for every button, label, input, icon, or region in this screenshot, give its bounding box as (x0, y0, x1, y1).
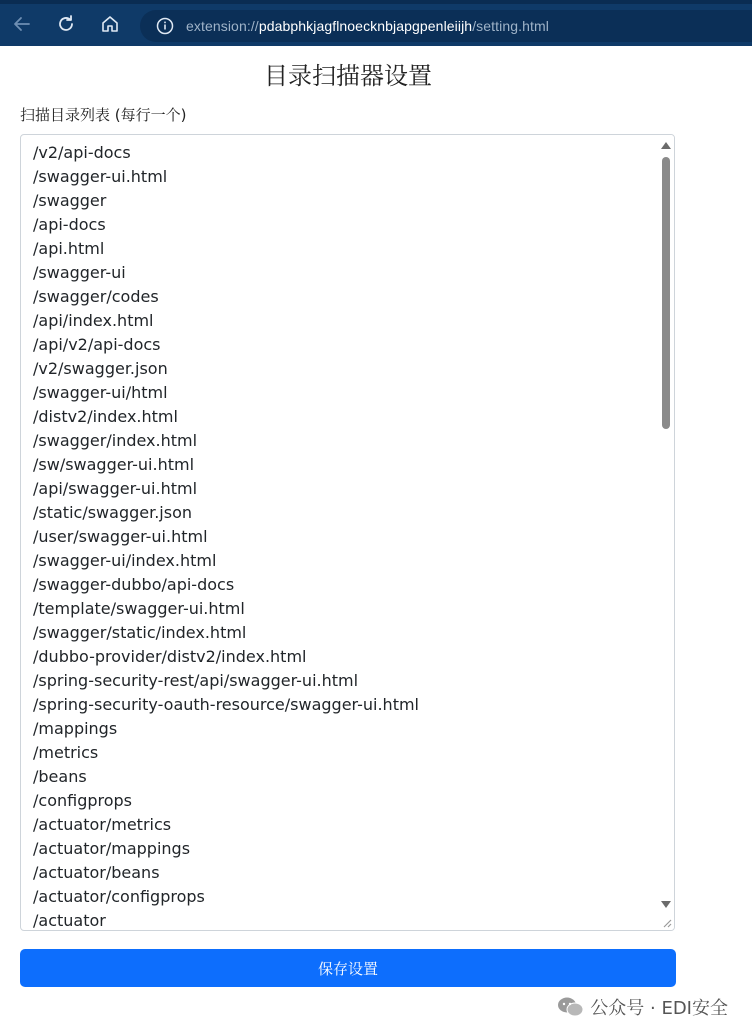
directory-line: /spring-security-rest/api/swagger-ui.html (33, 671, 359, 690)
resize-grip-icon[interactable] (660, 916, 672, 928)
reload-icon (56, 14, 76, 34)
directory-line: /api-docs (33, 215, 106, 234)
watermark (556, 994, 728, 1020)
directory-line: /swagger-ui/html (33, 383, 168, 402)
textarea-scrollbar[interactable] (658, 135, 674, 930)
directory-line: /api.html (33, 239, 105, 258)
directory-list-textarea[interactable] (20, 134, 675, 931)
directory-line: /beans (33, 767, 87, 786)
address-bar[interactable] (140, 10, 752, 42)
directory-line: /metrics (33, 743, 99, 762)
scroll-down-arrow-icon[interactable] (661, 901, 671, 908)
directory-line: /template/swagger-ui.html (33, 599, 245, 618)
directory-line: /user/swagger-ui.html (33, 527, 208, 546)
directory-line: /spring-security-oauth-resource/swagger-ui.html (33, 695, 419, 714)
directory-line: /actuator/mappings (33, 839, 191, 858)
url-text (186, 18, 549, 34)
directory-line: /swagger-ui.html (33, 167, 168, 186)
directory-line: /swagger/static/index.html (33, 623, 247, 642)
directory-line: /configprops (33, 791, 133, 810)
reload-button[interactable] (54, 12, 78, 36)
info-icon[interactable] (156, 17, 174, 35)
directory-line: /v2/api-docs (33, 143, 131, 162)
directory-line: /api/v2/api-docs (33, 335, 161, 354)
directory-line: /actuator/metrics (33, 815, 172, 834)
watermark-text: 公众号 · EDI安全 (590, 998, 728, 1019)
directory-line: /swagger/codes (33, 287, 159, 306)
scrollbar-thumb[interactable] (662, 157, 670, 429)
directory-line: /swagger/index.html (33, 431, 198, 450)
directory-lines (33, 141, 419, 931)
home-button[interactable] (98, 12, 122, 36)
browser-toolbar (0, 0, 752, 46)
url-path: /setting.html (472, 18, 549, 34)
directory-line: /swagger-ui/index.html (33, 551, 217, 570)
directory-line: /sw/swagger-ui.html (33, 455, 195, 474)
tab-strip-edge (0, 0, 752, 4)
directory-line: /swagger-ui (33, 263, 126, 282)
directory-line: /api/index.html (33, 311, 154, 330)
directory-line: /actuator/beans (33, 863, 160, 882)
directory-line: /distv2/index.html (33, 407, 178, 426)
directory-line: /actuator (33, 911, 106, 930)
url-prefix: extension:// (186, 18, 259, 34)
directory-line: /swagger (33, 191, 107, 210)
save-button[interactable]: 保存设置 (20, 949, 676, 987)
home-icon (100, 14, 120, 34)
directory-list-label: 扫描目录列表 (每行一个) (20, 106, 187, 124)
directory-line: /static/swagger.json (33, 503, 192, 522)
wechat-icon (556, 996, 584, 1018)
directory-line: /dubbo-provider/distv2/index.html (33, 647, 307, 666)
directory-line: /v2/swagger.json (33, 359, 168, 378)
directory-line: /mappings (33, 719, 118, 738)
page-title: 目录扫描器设置 (264, 62, 432, 90)
url-host: pdabphkjagflnoecknbjapgpenleiijh (258, 18, 473, 34)
directory-line: /swagger-dubbo/api-docs (33, 575, 235, 594)
scroll-up-arrow-icon[interactable] (661, 142, 671, 149)
directory-line: /api/swagger-ui.html (33, 479, 198, 498)
arrow-left-icon (12, 14, 32, 34)
back-button[interactable] (10, 12, 34, 36)
directory-line: /actuator/configprops (33, 887, 205, 906)
